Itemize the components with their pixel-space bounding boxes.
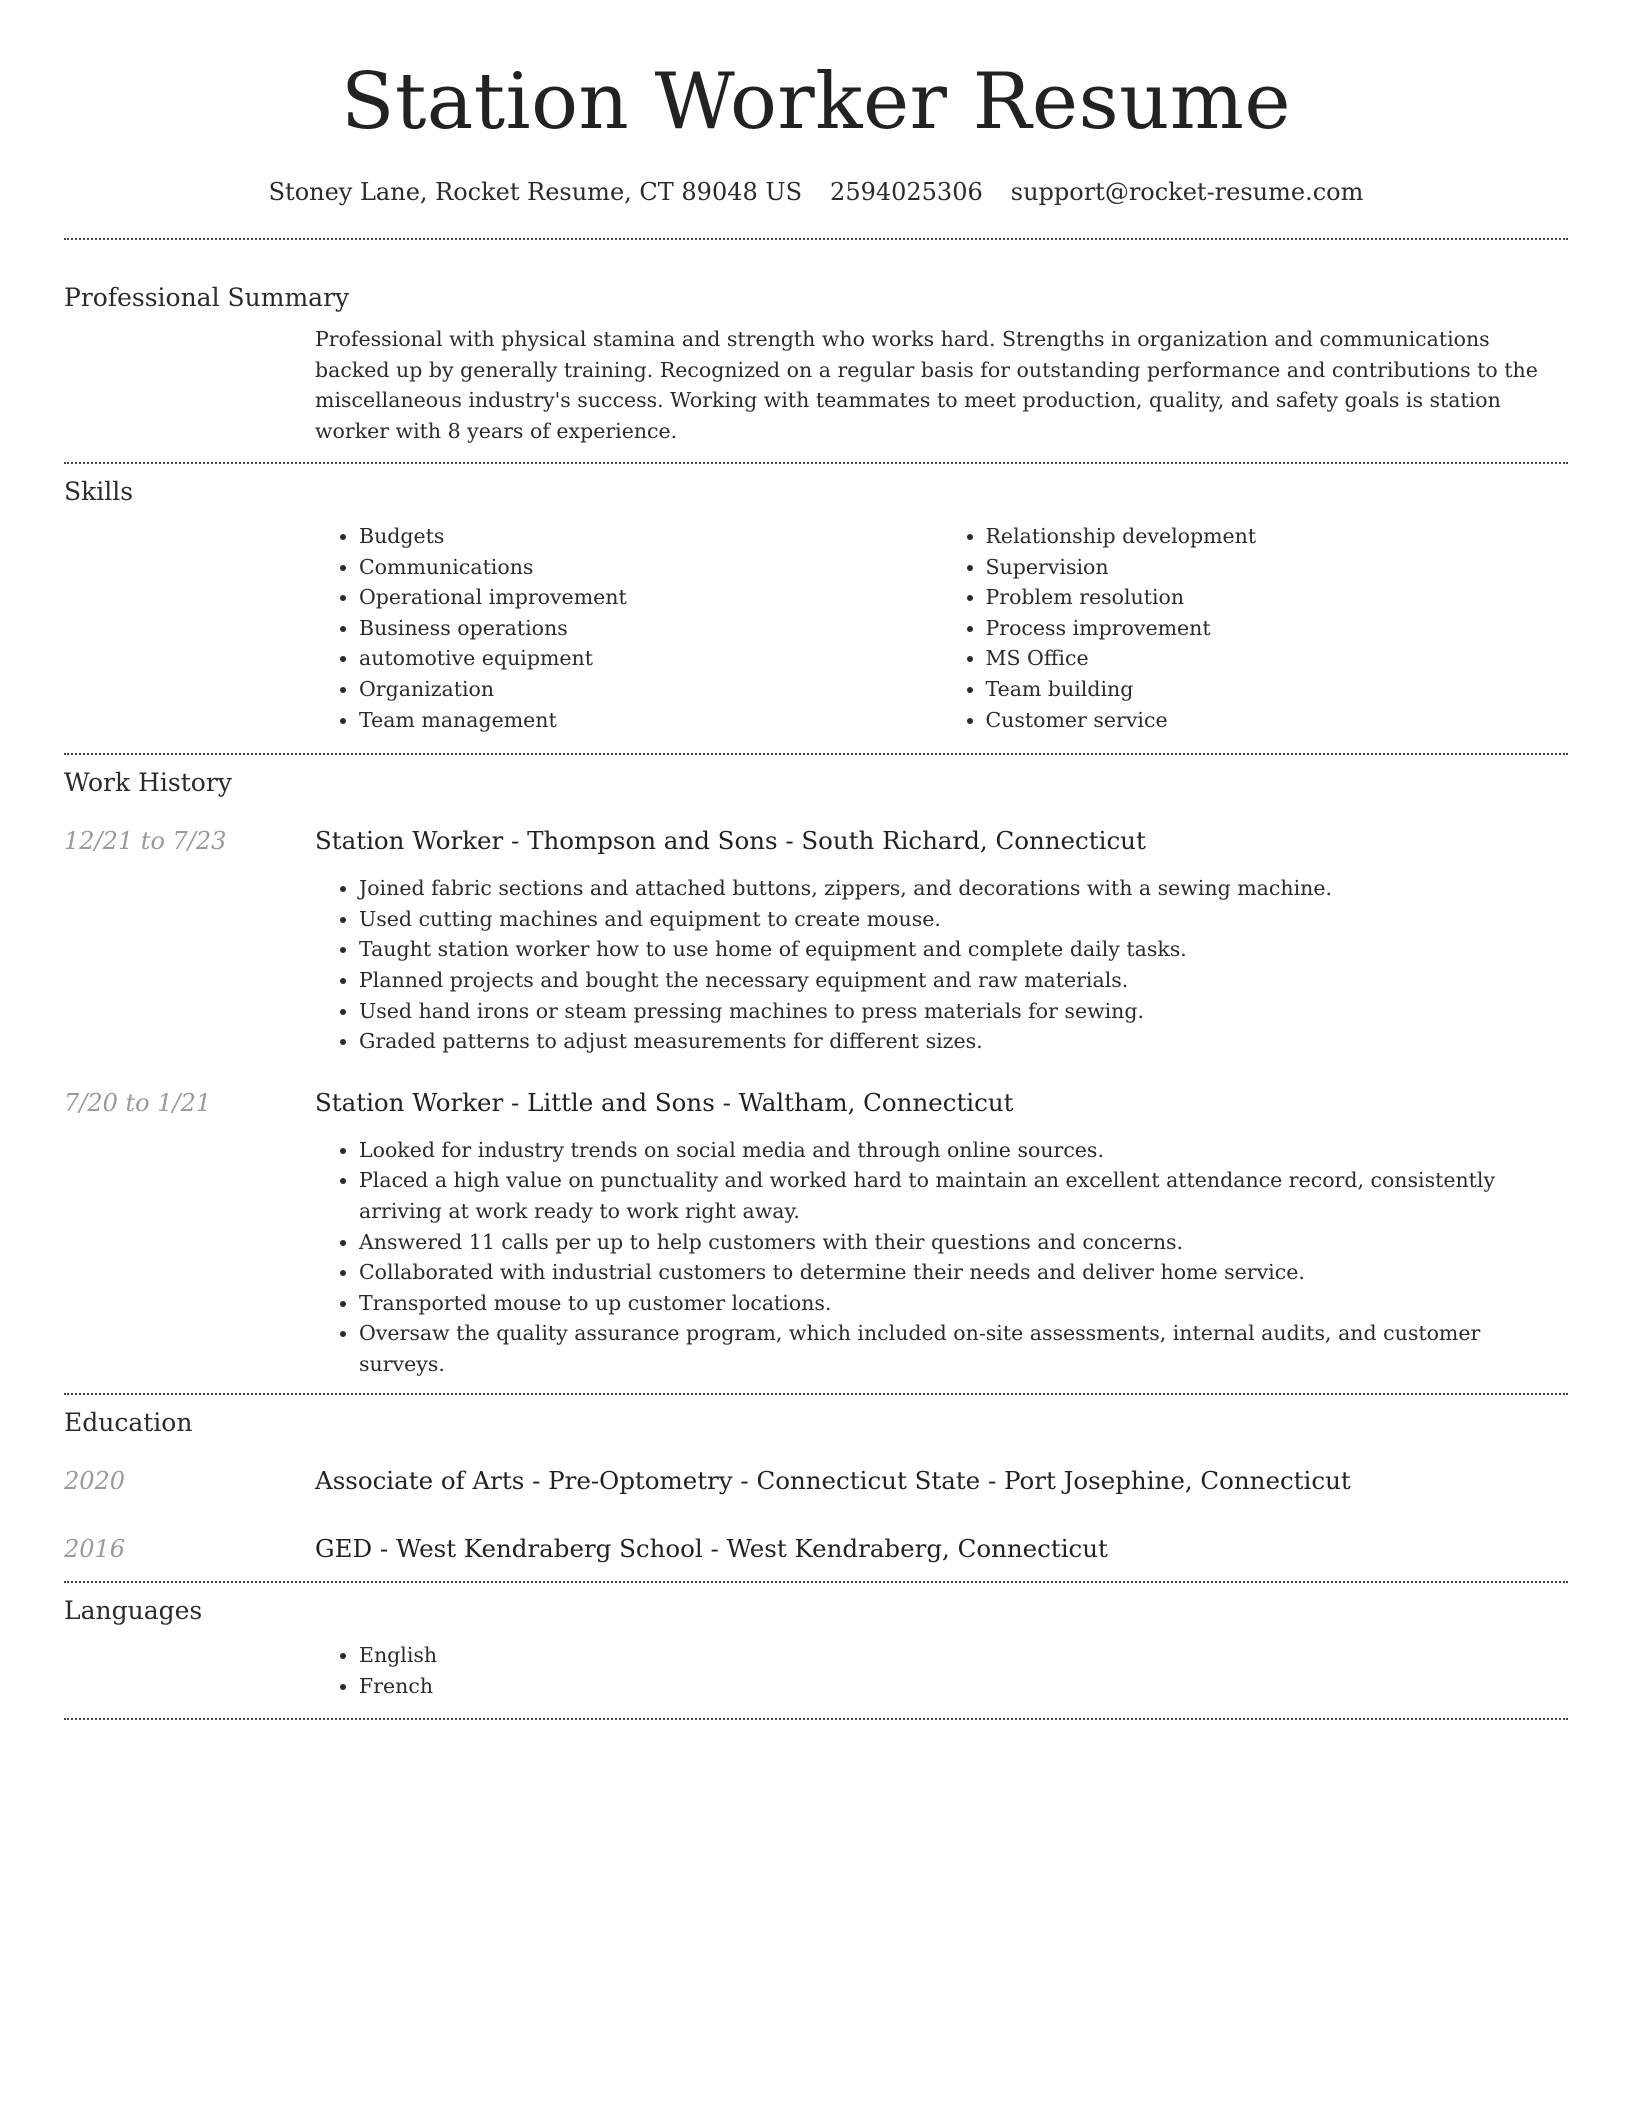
divider xyxy=(64,1393,1568,1395)
education-title: Associate of Arts - Pre-Optometry - Connecticut State - Port Josephine, Connecticut xyxy=(315,1466,1351,1496)
skill-item: • Budgets xyxy=(359,521,942,552)
education-entry xyxy=(64,1465,1568,1497)
skill-item: • Team management xyxy=(359,705,942,736)
summary-section xyxy=(64,282,1568,446)
contact-address: Stoney Lane, Rocket Resume, CT 89048 US xyxy=(268,178,803,206)
job-bullet: • Answered 11 calls per up to help customers with their questions and concerns. xyxy=(359,1227,1568,1258)
contact-phone: 2594025306 xyxy=(830,178,983,206)
job-bullet: • Joined fabric sections and attached buttons, zippers, and decorations with a sewing machine. xyxy=(359,873,1568,904)
job-dates: 12/21 to 7/23 xyxy=(64,827,227,856)
skill-item: • automotive equipment xyxy=(359,643,942,674)
job-title: Station Worker - Little and Sons - Waltham, Connecticut xyxy=(315,1087,1014,1117)
education-year: 2016 xyxy=(64,1535,126,1564)
skill-item: • Communications xyxy=(359,552,942,583)
job-bullets xyxy=(315,873,1568,1057)
divider xyxy=(64,462,1568,464)
job-header xyxy=(64,1087,1568,1119)
job-bullet: • Graded patterns to adjust measurements for different sizes. xyxy=(359,1026,1568,1057)
job-bullet: • Placed a high value on punctuality and worked hard to maintain an excellent attendance record, consistently arriving at work ready to work right away. xyxy=(359,1165,1568,1226)
resume-page xyxy=(64,0,1568,1720)
skill-item: • Relationship development xyxy=(986,521,1569,552)
education-entry xyxy=(64,1533,1568,1565)
skill-item: • Team building xyxy=(986,674,1569,705)
job-entry xyxy=(64,1087,1568,1380)
job-details xyxy=(315,873,1568,1057)
skill-item: • Customer service xyxy=(986,705,1569,736)
divider xyxy=(64,1718,1568,1720)
job-bullet: • Used hand irons or steam pressing machines to press materials for sewing. xyxy=(359,996,1568,1027)
divider xyxy=(64,1581,1568,1583)
section-heading-work: Work History xyxy=(64,768,232,798)
skill-item: • Operational improvement xyxy=(359,582,942,613)
job-title: Station Worker - Thompson and Sons - South Richard, Connecticut xyxy=(315,826,1146,856)
job-bullet: • Used cutting machines and equipment to create mouse. xyxy=(359,904,1568,935)
job-bullets xyxy=(315,1135,1568,1380)
contact-line xyxy=(64,176,1568,208)
job-entry xyxy=(64,825,1568,1057)
skills-section xyxy=(64,476,1568,735)
skills-list-right xyxy=(942,521,1569,735)
skill-item: • Supervision xyxy=(986,552,1569,583)
job-bullet: • Planned projects and bought the necessary equipment and raw materials. xyxy=(359,965,1568,996)
languages-list xyxy=(315,1640,1568,1701)
skill-item: • Business operations xyxy=(359,613,942,644)
divider xyxy=(64,238,1568,240)
skills-list-left xyxy=(315,521,942,735)
job-bullet: • Collaborated with industrial customers to determine their needs and deliver home service. xyxy=(359,1257,1568,1288)
languages-list-wrap xyxy=(315,1640,1568,1701)
education-title: GED - West Kendraberg School - West Kendraberg, Connecticut xyxy=(315,1534,1108,1564)
job-dates: 7/20 to 1/21 xyxy=(64,1088,212,1117)
skill-item: • Problem resolution xyxy=(986,582,1569,613)
skill-item: • Process improvement xyxy=(986,613,1569,644)
language-item: • French xyxy=(359,1671,1568,1702)
contact-email: support@rocket-resume.com xyxy=(1010,178,1364,206)
section-heading-summary: Professional Summary xyxy=(64,283,350,312)
section-heading-skills: Skills xyxy=(64,477,134,506)
job-bullet: • Looked for industry trends on social media and through online sources. xyxy=(359,1135,1568,1166)
languages-section xyxy=(64,1595,1568,1701)
job-bullet: • Transported mouse to up customer locations. xyxy=(359,1288,1568,1319)
skills-columns xyxy=(315,521,1568,735)
job-bullet: • Oversaw the quality assurance program, which included on-site assessments, internal audits, and customer surveys. xyxy=(359,1318,1568,1379)
section-heading-languages: Languages xyxy=(64,1596,203,1626)
education-section xyxy=(64,1407,1568,1565)
skill-item: • MS Office xyxy=(986,643,1569,674)
job-header xyxy=(64,825,1568,857)
divider xyxy=(64,753,1568,755)
resume-title: Station Worker Resume xyxy=(341,57,1291,147)
job-details xyxy=(315,1135,1568,1380)
job-bullet: • Taught station worker how to use home of equipment and complete daily tasks. xyxy=(359,934,1568,965)
section-heading-education: Education xyxy=(64,1408,193,1438)
education-year: 2020 xyxy=(64,1467,126,1496)
skill-item: • Organization xyxy=(359,674,942,705)
summary-text: Professional with physical stamina and strength who works hard. Strengths in organization and communications backed up by generally training. Recognized on a regular basis for outstanding performance and contributions to the miscellaneous industry's success. Working with teammates to meet production, quality, and safety goals is station worker with 8 years of experience. xyxy=(315,327,1538,443)
language-item: • English xyxy=(359,1640,1568,1671)
work-history-section xyxy=(64,767,1568,1379)
